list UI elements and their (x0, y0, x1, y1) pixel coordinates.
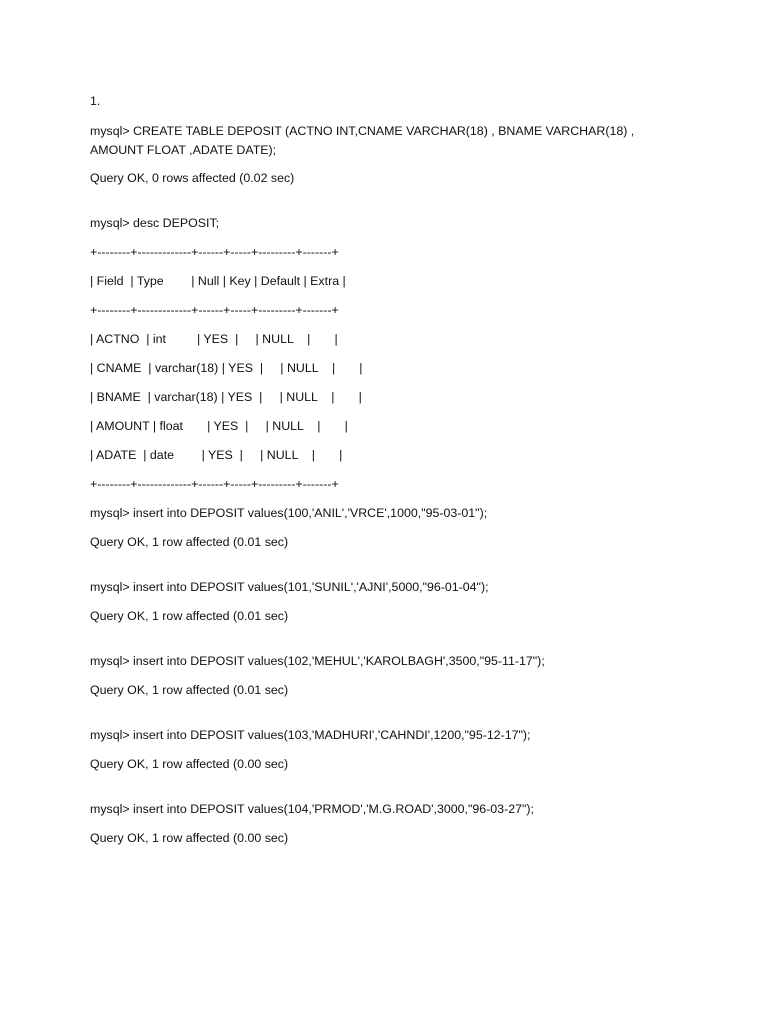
create-table-command: mysql> CREATE TABLE DEPOSIT (ACTNO INT,CNAME VARCHAR(18) , BNAME VARCHAR(18) , AMOUNT FLOAT ,ADATE DATE); (90, 124, 635, 157)
table-row: | BNAME | varchar(18) | YES | | NULL | | (90, 390, 362, 404)
table-border-bottom: +--------+-------------+------+-----+---------+-------+ (90, 477, 339, 491)
table-border-mid: +--------+-------------+------+-----+---------+-------+ (90, 303, 339, 317)
table-row: | AMOUNT | float | YES | | NULL | | (90, 419, 348, 433)
document-page (90, 93, 690, 859)
insert-command: mysql> insert into DEPOSIT values(102,'MEHUL','KAROLBAGH',3500,"95-11-17"); (90, 654, 545, 668)
section-number: 1. (90, 94, 101, 108)
insert-command: mysql> insert into DEPOSIT values(101,'SUNIL','AJNI',5000,"96-01-04"); (90, 580, 489, 594)
insert-command: mysql> insert into DEPOSIT values(100,'ANIL','VRCE',1000,"95-03-01"); (90, 506, 488, 520)
table-row: | ADATE | date | YES | | NULL | | (90, 448, 343, 462)
insert-result: Query OK, 1 row affected (0.01 sec) (90, 609, 289, 623)
insert-command: mysql> insert into DEPOSIT values(104,'PRMOD','M.G.ROAD',3000,"96-03-27"); (90, 802, 534, 816)
insert-command: mysql> insert into DEPOSIT values(103,'MADHURI','CAHNDI',1200,"95-12-17"); (90, 728, 531, 742)
create-table-result: Query OK, 0 rows affected (0.02 sec) (90, 171, 295, 185)
table-row: | ACTNO | int | YES | | NULL | | (90, 332, 338, 346)
insert-result: Query OK, 1 row affected (0.00 sec) (90, 757, 289, 771)
table-border-top: +--------+-------------+------+-----+---------+-------+ (90, 245, 339, 259)
insert-result: Query OK, 1 row affected (0.01 sec) (90, 535, 289, 549)
desc-command: mysql> desc DEPOSIT; (90, 216, 220, 230)
insert-result: Query OK, 1 row affected (0.01 sec) (90, 683, 289, 697)
insert-result: Query OK, 1 row affected (0.00 sec) (90, 831, 289, 845)
table-header: | Field | Type | Null | Key | Default | Extra | (90, 274, 346, 288)
table-row: | CNAME | varchar(18) | YES | | NULL | | (90, 361, 363, 375)
